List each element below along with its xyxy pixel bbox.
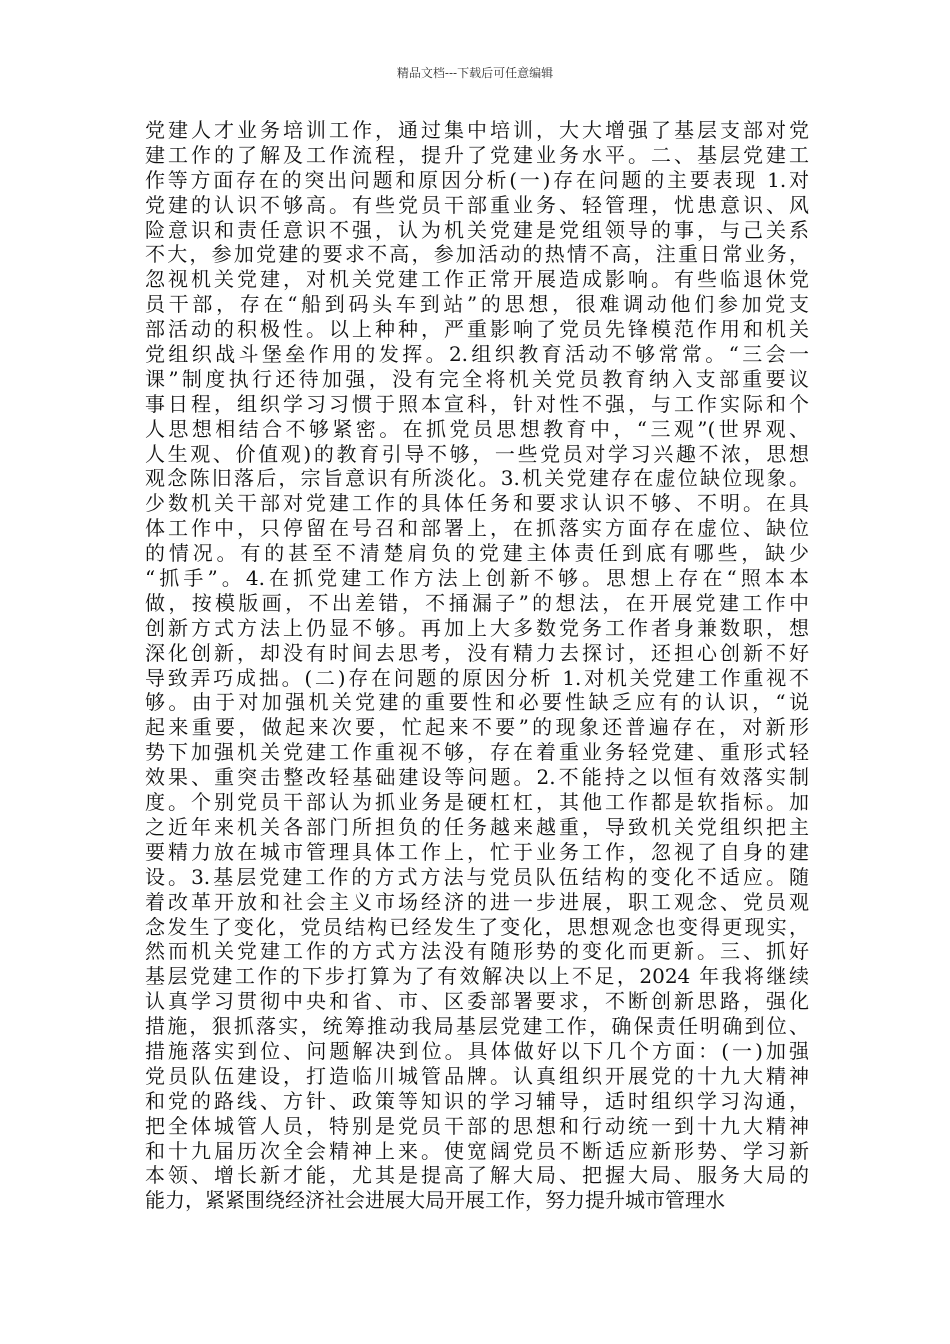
text-line: 起来重要，做起来次要，忙起来不要”的现象还普遍存在，对新形 <box>145 715 809 740</box>
text-line: 措施落实到位、问题解决到位。具体做好以下几个方面：(一)加强 <box>145 1038 809 1063</box>
text-line: 体工作中，只停留在号召和部署上，在抓落实方面存在虚位、缺位 <box>145 516 809 541</box>
text-line: 势下加强机关党建工作重视不够，存在着重业务轻党建、重形式轻 <box>145 740 809 765</box>
text-line: 措施，狠抓落实，统筹推动我局基层党建工作，确保责任明确到位、 <box>145 1014 809 1039</box>
text-line: 和党的路线、方针、政策等知识的学习辅导，适时组织学习沟通， <box>145 1088 809 1113</box>
text-line: 险意识和责任意识不强，认为机关党建是党组领导的事，与己关系 <box>145 217 809 242</box>
text-line: 度。个别党员干部认为抓业务是硬杠杠，其他工作都是软指标。加 <box>145 790 809 815</box>
text-line: 不大，参加党建的要求不高，参加活动的热情不高，注重日常业务， <box>145 242 809 267</box>
text-line: 深化创新，却没有时间去思考，没有精力去探讨，还担心创新不好 <box>145 640 809 665</box>
text-line: 课”制度执行还待加强，没有完全将机关党员教育纳入支部重要议 <box>145 366 809 391</box>
text-line: 作等方面存在的突出问题和原因分析(一)存在问题的主要表现 1.对 <box>145 167 809 192</box>
text-line: 能力，紧紧围绕经济社会进展大局开展工作，努力提升城市管理水 <box>145 1188 725 1213</box>
text-line: 忽视机关党建，对机关党建工作正常开展造成影响。有些临退休党 <box>145 267 809 292</box>
text-line: 建工作的了解及工作流程，提升了党建业务水平。二、基层党建工 <box>145 142 809 167</box>
text-line: 念发生了变化，党员结构已经发生了变化，思想观念也变得更现实， <box>145 914 809 939</box>
text-line: 效果、重突击整改轻基础建设等问题。2.不能持之以恒有效落实制 <box>145 765 809 790</box>
text-line: 够。由于对加强机关党建的重要性和必要性缺乏应有的认识，“说 <box>145 690 809 715</box>
text-line: 创新方式方法上仍显不够。再加上大多数党务工作者身兼数职，想 <box>145 615 809 640</box>
text-line: 事日程，组织学习习惯于照本宣科，针对性不强，与工作实际和个 <box>145 391 809 416</box>
text-line: 设。3.基层党建工作的方式方法与党员队伍结构的变化不适应。随 <box>145 864 809 889</box>
text-line: 把全体城管人员，特别是党员干部的思想和行动统一到十九大精神 <box>145 1113 809 1138</box>
text-line: 人生观、价值观)的教育引导不够，一些党员对学习兴趣不浓，思想 <box>145 441 809 466</box>
text-line: 党组织战斗堡垒作用的发挥。2.组织教育活动不够常常。“三会一 <box>145 342 809 367</box>
text-line: 基层党建工作的下步打算为了有效解决以上不足，2024 年我将继续 <box>145 964 809 989</box>
text-line: 党员队伍建设，打造临川城管品牌。认真组织开展党的十九大精神 <box>145 1063 809 1088</box>
text-line: 员干部，存在“船到码头车到站”的思想，很难调动他们参加党支 <box>145 292 809 317</box>
text-line: 党建的认识不够高。有些党员干部重业务、轻管理，忧患意识、风 <box>145 192 809 217</box>
text-line: 本领、增长新才能，尤其是提高了解大局、把握大局、服务大局的 <box>145 1163 809 1188</box>
text-line: 观念陈旧落后，宗旨意识有所淡化。3.机关党建存在虚位缺位现象。 <box>145 466 809 491</box>
page-header: 精品文档---下载后可任意编辑 <box>396 66 554 80</box>
text-line: 和十九届历次全会精神上来。使宽阔党员不断适应新形势、学习新 <box>145 1138 809 1163</box>
text-line: 要精力放在城市管理具体工作上，忙于业务工作，忽视了自身的建 <box>145 839 809 864</box>
text-line: 党建人才业务培训工作，通过集中培训，大大增强了基层支部对党 <box>145 118 809 142</box>
text-line: 着改革开放和社会主义市场经济的进一步进展，职工观念、党员观 <box>145 889 809 914</box>
text-line: 部活动的积极性。以上种种，严重影响了党员先锋模范作用和机关 <box>145 317 809 342</box>
text-line: 导致弄巧成拙。(二)存在问题的原因分析 1.对机关党建工作重视不 <box>145 665 809 690</box>
text-line: 然而机关党建工作的方式方法没有随形势的变化而更新。三、抓好 <box>145 939 809 964</box>
text-line: 做，按模版画，不出差错，不捅漏子”的想法，在开展党建工作中 <box>145 590 809 615</box>
body-text <box>145 118 809 1213</box>
text-line: 认真学习贯彻中央和省、市、区委部署要求，不断创新思路，强化 <box>145 989 809 1014</box>
text-line: “抓手”。4.在抓党建工作方法上创新不够。思想上存在“照本本 <box>145 566 809 591</box>
text-line: 的情况。有的甚至不清楚肩负的党建主体责任到底有哪些，缺少 <box>145 541 809 566</box>
text-line: 少数机关干部对党建工作的具体任务和要求认识不够、不明。在具 <box>145 491 809 516</box>
text-line: 人思想相结合不够紧密。在抓党员思想教育中，“三观”(世界观、 <box>145 416 809 441</box>
text-line: 之近年来机关各部门所担负的任务越来越重，导致机关党组织把主 <box>145 814 809 839</box>
